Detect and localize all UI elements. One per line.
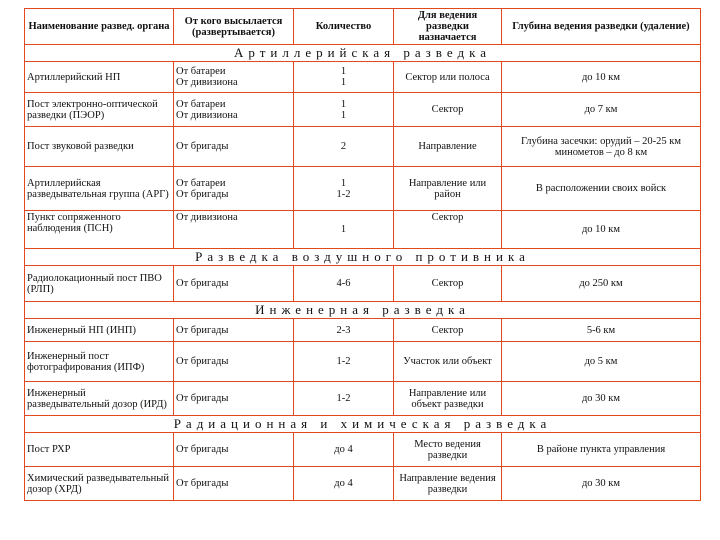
row-from bbox=[174, 211, 294, 249]
row-name: Пункт сопряженного наблюдения (ПСН) bbox=[25, 211, 174, 249]
row-quantity-line: 1 bbox=[340, 177, 347, 189]
table-row bbox=[25, 382, 701, 416]
row-depth: до 5 км bbox=[502, 342, 701, 382]
section-row-engineering bbox=[25, 302, 701, 319]
header-depth: Глубина ведения разведки (удаление) bbox=[502, 9, 701, 45]
row-from bbox=[174, 93, 294, 127]
row-from bbox=[174, 167, 294, 211]
row-quantity-line: 1 bbox=[340, 77, 347, 88]
row-quantity-line: 1 bbox=[340, 66, 347, 77]
row-depth: Глубина засечки: орудий – 20-25 км минометов – до 8 км bbox=[502, 127, 701, 167]
row-from-line: От батареи bbox=[176, 66, 226, 77]
row-depth: до 10 км bbox=[502, 211, 701, 249]
table-row bbox=[25, 319, 701, 342]
section-title: Радиационная и химическая разведка bbox=[25, 416, 701, 433]
table-row bbox=[25, 211, 701, 249]
row-from-line: От бригады bbox=[176, 278, 229, 289]
section-row-air bbox=[25, 249, 701, 266]
table-row bbox=[25, 167, 701, 211]
row-depth: до 10 км bbox=[502, 62, 701, 93]
row-quantity-line: 4-6 bbox=[336, 278, 351, 289]
row-assignment: Направление ведения разведки bbox=[394, 467, 502, 501]
header-from: От кого высылается (развертывается) bbox=[174, 9, 294, 45]
row-depth: В районе пункта управления bbox=[502, 433, 701, 467]
row-quantity-line: 1 bbox=[340, 98, 347, 110]
row-assignment: Место ведения разведки bbox=[394, 433, 502, 467]
row-from bbox=[174, 62, 294, 93]
row-from-line: От батареи bbox=[176, 98, 226, 110]
section-title: Инженерная разведка bbox=[25, 302, 701, 319]
section-title: Артиллерийская разведка bbox=[25, 45, 701, 62]
row-depth: В расположении своих войск bbox=[502, 167, 701, 211]
row-quantity bbox=[294, 93, 394, 127]
row-depth: до 30 км bbox=[502, 382, 701, 416]
row-from bbox=[174, 319, 294, 342]
row-from-line: От бригады bbox=[176, 393, 229, 404]
row-assignment: Сектор bbox=[394, 266, 502, 302]
row-from bbox=[174, 467, 294, 501]
row-quantity bbox=[294, 467, 394, 501]
row-quantity bbox=[294, 127, 394, 167]
row-name: Артиллерийская разведывательная группа (АРГ) bbox=[25, 167, 174, 211]
row-assignment: Сектор bbox=[394, 93, 502, 127]
row-quantity bbox=[294, 62, 394, 93]
row-assignment: Сектор или полоса bbox=[394, 62, 502, 93]
table-row bbox=[25, 342, 701, 382]
reconnaissance-table bbox=[24, 8, 701, 501]
row-quantity-line: до 4 bbox=[334, 444, 353, 455]
row-quantity-line: 1-2 bbox=[336, 393, 351, 404]
row-from bbox=[174, 127, 294, 167]
row-assignment: Направление или объект разведки bbox=[394, 382, 502, 416]
row-from bbox=[174, 382, 294, 416]
row-quantity-line: 2-3 bbox=[336, 324, 351, 336]
row-from-line: От дивизиона bbox=[176, 212, 238, 223]
row-assignment: Участок или объект bbox=[394, 342, 502, 382]
table-row bbox=[25, 127, 701, 167]
row-from bbox=[174, 433, 294, 467]
row-quantity bbox=[294, 382, 394, 416]
row-quantity bbox=[294, 266, 394, 302]
table-row bbox=[25, 93, 701, 127]
section-title: Разведка воздушного противника bbox=[25, 249, 701, 266]
row-depth: до 250 км bbox=[502, 266, 701, 302]
row-from bbox=[174, 266, 294, 302]
row-from-line: От бригады bbox=[176, 324, 229, 336]
row-from-line: От бригады bbox=[176, 141, 229, 152]
row-from-line: От бригады bbox=[176, 444, 229, 455]
table-row bbox=[25, 62, 701, 93]
row-quantity bbox=[294, 211, 394, 249]
row-quantity-line: 1 bbox=[340, 109, 347, 121]
row-quantity bbox=[294, 342, 394, 382]
row-depth: до 30 км bbox=[502, 467, 701, 501]
row-name: Химический разведывательный дозор (ХРД) bbox=[25, 467, 174, 501]
row-from-line: От дивизиона bbox=[176, 77, 238, 88]
section-row-artillery bbox=[25, 45, 701, 62]
row-quantity-line: 1-2 bbox=[336, 356, 351, 367]
row-name: Пост электронно-оптической разведки (ПЭОР) bbox=[25, 93, 174, 127]
row-quantity bbox=[294, 319, 394, 342]
row-quantity-line: 1 bbox=[340, 224, 347, 235]
row-quantity bbox=[294, 433, 394, 467]
row-from-line: От бригады bbox=[176, 478, 229, 489]
row-depth: до 7 км bbox=[502, 93, 701, 127]
row-name: Пост звуковой разведки bbox=[25, 127, 174, 167]
section-row-radiation-chemical bbox=[25, 416, 701, 433]
row-quantity bbox=[294, 167, 394, 211]
header-assignment: Для ведения разведки назначается bbox=[394, 9, 502, 45]
row-name: Инженерный разведывательный дозор (ИРД) bbox=[25, 382, 174, 416]
row-assignment: Сектор bbox=[394, 319, 502, 342]
table-row bbox=[25, 467, 701, 501]
row-from bbox=[174, 342, 294, 382]
row-from-line: От бригады bbox=[176, 356, 229, 367]
row-from-line: От бригады bbox=[176, 188, 229, 200]
row-name: Артиллерийский НП bbox=[25, 62, 174, 93]
table-row bbox=[25, 266, 701, 302]
row-name: Радиолокационный пост ПВО (РЛП) bbox=[25, 266, 174, 302]
row-quantity-line: 1-2 bbox=[336, 188, 351, 200]
header-quantity: Количество bbox=[294, 9, 394, 45]
row-assignment: Направление bbox=[394, 127, 502, 167]
header-row bbox=[25, 9, 701, 45]
header-name: Наименование развед. органа bbox=[25, 9, 174, 45]
row-from-line: От дивизиона bbox=[176, 109, 238, 121]
row-from-line: От батареи bbox=[176, 177, 226, 189]
row-quantity-line: 2 bbox=[340, 141, 347, 152]
table-row bbox=[25, 433, 701, 467]
row-name: Инженерный пост фотографирования (ИПФ) bbox=[25, 342, 174, 382]
row-depth: 5-6 км bbox=[502, 319, 701, 342]
row-assignment: Направление или район bbox=[394, 167, 502, 211]
row-name: Пост РХР bbox=[25, 433, 174, 467]
row-name: Инженерный НП (ИНП) bbox=[25, 319, 174, 342]
row-assignment: Сектор bbox=[394, 211, 502, 249]
row-quantity-line: до 4 bbox=[334, 478, 353, 489]
